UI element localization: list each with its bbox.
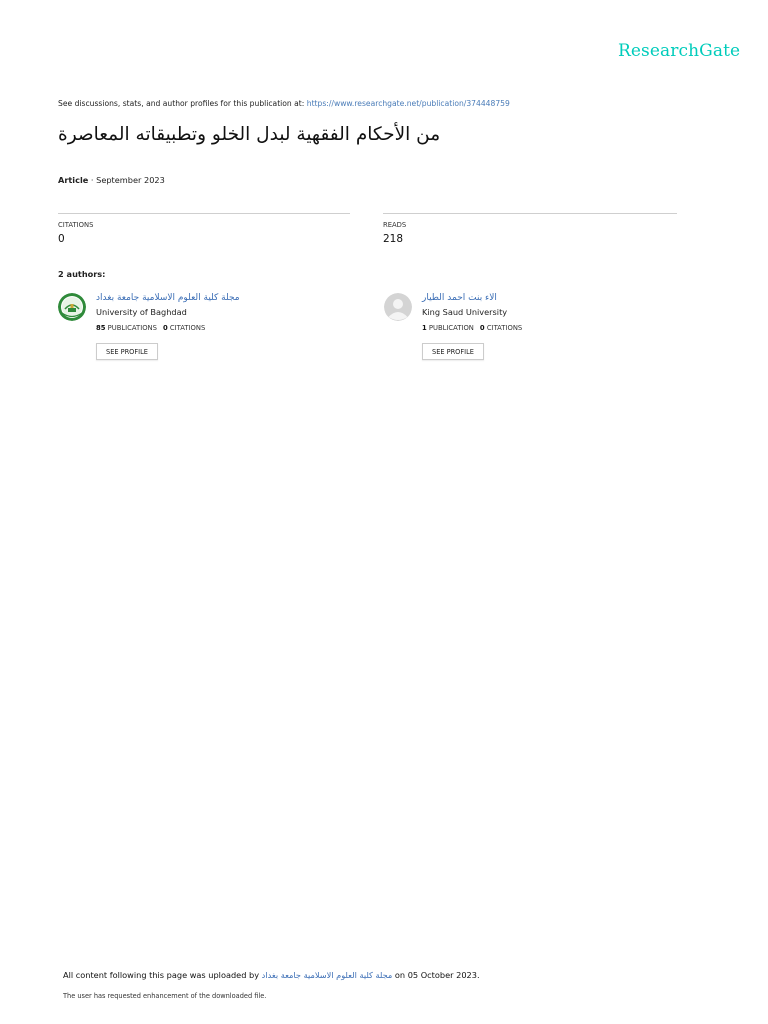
author-stats xyxy=(422,324,522,332)
author-card xyxy=(58,293,338,365)
see-discussions-text: See discussions, stats, and author profiles for this publication at: xyxy=(58,99,307,108)
citations-label: CITATIONS xyxy=(58,221,94,229)
upload-notice xyxy=(63,970,480,980)
see-profile-button[interactable]: SEE PROFILE xyxy=(422,343,484,360)
author-institution: University of Baghdad xyxy=(96,307,187,317)
citations-count: 0 xyxy=(162,324,168,332)
university-seal-icon[interactable] xyxy=(58,293,86,321)
publication-url-link[interactable]: https://www.researchgate.net/publication/374448759 xyxy=(306,99,510,108)
citations-count: 0 xyxy=(479,324,485,332)
citations-label: CITATIONS xyxy=(169,324,206,332)
meta-separator: · xyxy=(88,175,97,185)
author-name-link[interactable]: الاء بنت احمد الطيار xyxy=(422,293,497,303)
publication-date: September 2023 xyxy=(96,175,165,185)
author-institution: King Saud University xyxy=(422,307,508,317)
researchgate-logo[interactable]: ResearchGate xyxy=(618,41,741,61)
publications-count: 85 xyxy=(96,324,106,332)
citations-divider xyxy=(58,213,350,214)
author-card xyxy=(384,293,664,365)
publications-label: PUBLICATION xyxy=(428,324,474,332)
default-avatar-icon[interactable] xyxy=(384,293,412,321)
authors-heading: 2 authors: xyxy=(58,269,106,279)
upload-suffix: on 05 October 2023. xyxy=(392,970,480,980)
enhancement-note: The user has requested enhancement of the downloaded file. xyxy=(63,992,267,1000)
see-profile-button[interactable]: SEE PROFILE xyxy=(96,343,158,360)
citations-value: 0 xyxy=(58,233,65,245)
publication-type: Article xyxy=(58,175,89,185)
citations-label: CITATIONS xyxy=(486,324,523,332)
author-name-link[interactable]: مجلة كلية العلوم الاسلامية جامعة بغداد xyxy=(96,293,240,303)
publication-info-line xyxy=(58,99,510,108)
publication-meta xyxy=(58,175,165,185)
reads-label: READS xyxy=(383,221,407,229)
publications-count: 1 xyxy=(422,324,427,332)
uploader-link[interactable]: مجلة كلية العلوم الاسلامية جامعة بغداد xyxy=(261,970,393,980)
publication-title: من الأحكام الفقهية لبدل الخلو وتطبيقاته المعاصرة xyxy=(58,124,441,145)
upload-prefix: All content following this page was uploaded by xyxy=(63,970,262,980)
reads-divider xyxy=(383,213,677,214)
reads-value: 218 xyxy=(383,233,404,245)
author-stats xyxy=(96,324,205,332)
publications-label: PUBLICATIONS xyxy=(107,324,157,332)
